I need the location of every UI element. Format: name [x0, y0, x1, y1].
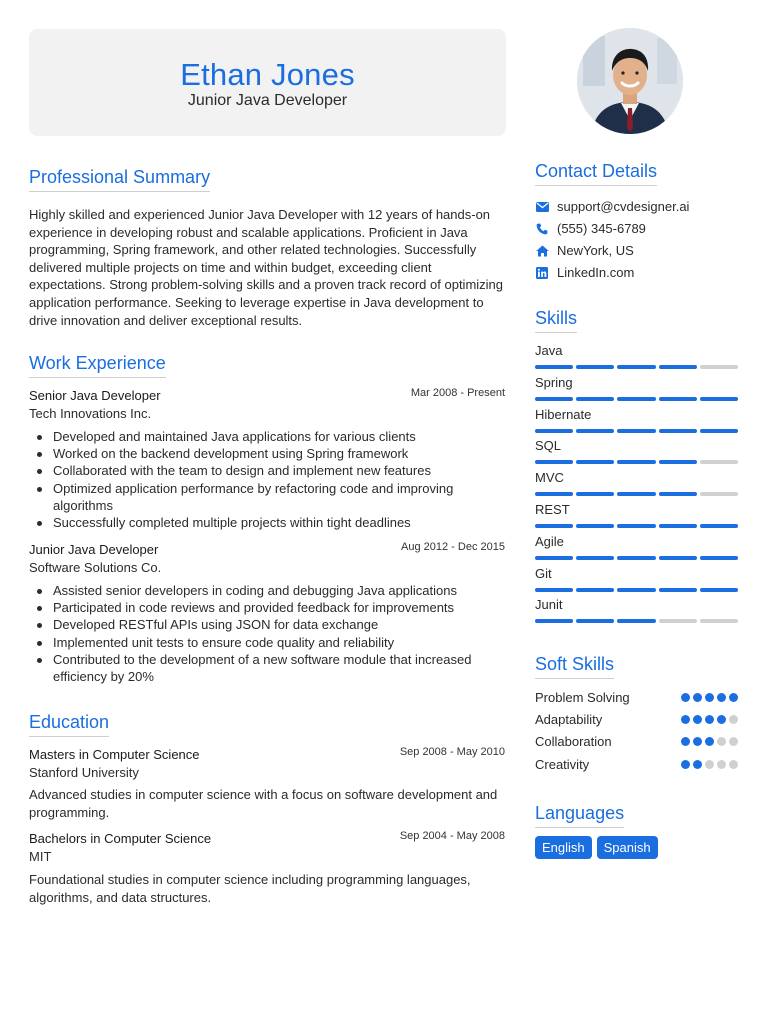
skill-level-segment — [700, 524, 738, 528]
list-item: Worked on the backend development using Spring framework — [53, 445, 503, 462]
rating-dot — [729, 693, 738, 702]
skill-level-segment — [659, 365, 697, 369]
list-item: Successfully completed multiple projects within tight deadlines — [53, 514, 503, 531]
rating-dot — [729, 715, 738, 724]
skill-level-bar — [535, 492, 738, 496]
list-item: Developed and maintained Java applications for various clients — [53, 428, 503, 445]
soft-skill-rating — [681, 715, 738, 724]
candidate-name: Ethan Jones — [180, 57, 355, 92]
skill-level-segment — [700, 588, 738, 592]
skill-level-segment — [576, 588, 614, 592]
rating-dot — [681, 715, 690, 724]
envelope-icon — [535, 200, 549, 214]
linkedin-icon — [535, 266, 549, 280]
skill-level-segment — [535, 588, 573, 592]
skill-name: Agile — [535, 533, 564, 549]
degree-date: Sep 2008 - May 2010 — [399, 746, 505, 758]
skill-name: MVC — [535, 470, 564, 486]
candidate-title: Junior Java Developer — [187, 92, 348, 109]
job-company: Software Solutions Co. — [29, 560, 162, 575]
rating-dot — [717, 737, 726, 746]
contact-email[interactable] — [535, 199, 689, 214]
skill-level-segment — [700, 429, 738, 433]
soft-skill-row — [535, 712, 738, 727]
skill-level-segment — [700, 619, 738, 623]
rating-dot — [729, 760, 738, 769]
skill-level-segment — [576, 397, 614, 401]
degree-title: Masters in Computer Science — [29, 747, 200, 762]
job-bullets — [53, 428, 503, 531]
skill-level-bar — [535, 619, 738, 623]
rating-dot — [705, 693, 714, 702]
home-icon — [535, 244, 549, 258]
soft-skills-heading: Soft Skills — [535, 654, 614, 679]
job-date: Mar 2008 - Present — [410, 387, 505, 399]
skill-level-segment — [617, 492, 655, 496]
summary-heading: Professional Summary — [29, 167, 210, 192]
soft-skill-row — [535, 690, 738, 705]
rating-dot — [717, 760, 726, 769]
rating-dot — [705, 760, 714, 769]
job-title: Junior Java Developer — [29, 542, 159, 557]
school-name: Stanford University — [29, 765, 139, 780]
work-heading: Work Experience — [29, 353, 166, 378]
skill-level-segment — [576, 429, 614, 433]
rating-dot — [705, 737, 714, 746]
soft-skill-name: Creativity — [535, 756, 590, 772]
profile-photo — [577, 28, 683, 134]
contact-location — [535, 243, 634, 258]
rating-dot — [681, 760, 690, 769]
list-item: Optimized application performance by refactoring code and improving algorithms — [53, 480, 503, 514]
skill-level-segment — [659, 619, 697, 623]
skill-name: Junit — [535, 597, 563, 613]
skill-level-segment — [617, 619, 655, 623]
list-item: Developed RESTful APIs using JSON for data exchange — [53, 616, 503, 633]
contact-email-text: support@cvdesigner.ai — [557, 199, 690, 214]
degree-description: Foundational studies in computer science including programming languages, algorithms, and data structures. — [29, 872, 471, 905]
phone-icon — [535, 222, 549, 236]
avatar-illustration — [577, 28, 683, 134]
skill-name: Spring — [535, 374, 573, 390]
skill-level-segment — [617, 365, 655, 369]
skill-level-bar — [535, 460, 738, 464]
skill-level-segment — [535, 556, 573, 560]
contact-phone-text: (555) 345-6789 — [557, 221, 646, 236]
rating-dot — [717, 715, 726, 724]
skill-level-bar — [535, 556, 738, 560]
languages-heading: Languages — [535, 803, 624, 828]
skill-level-segment — [576, 492, 614, 496]
list-item: Implemented unit tests to ensure code quality and reliability — [53, 634, 503, 651]
degree-date: Sep 2004 - May 2008 — [399, 830, 505, 842]
contact-location-text: NewYork, US — [557, 243, 634, 258]
soft-skill-rating — [681, 693, 738, 702]
skill-level-segment — [535, 429, 573, 433]
contact-phone[interactable] — [535, 221, 646, 236]
soft-skill-rating — [681, 760, 738, 769]
skill-level-segment — [535, 524, 573, 528]
soft-skill-name: Adaptability — [535, 712, 603, 728]
degree-title: Bachelors in Computer Science — [29, 831, 212, 846]
job-bullets — [53, 582, 503, 685]
skill-level-segment — [617, 397, 655, 401]
skill-level-segment — [700, 397, 738, 401]
skill-level-segment — [700, 365, 738, 369]
rating-dot — [693, 693, 702, 702]
contact-heading: Contact Details — [535, 161, 657, 186]
skill-level-segment — [700, 556, 738, 560]
contact-linkedin[interactable] — [535, 265, 634, 280]
rating-dot — [717, 693, 726, 702]
skill-name: Hibernate — [535, 406, 592, 422]
skill-level-segment — [576, 556, 614, 560]
skill-level-segment — [617, 429, 655, 433]
language-badges — [535, 836, 658, 859]
skill-level-segment — [535, 397, 573, 401]
rating-dot — [693, 737, 702, 746]
rating-dot — [705, 715, 714, 724]
skill-level-segment — [659, 429, 697, 433]
contact-linkedin-text: LinkedIn.com — [557, 265, 635, 280]
skill-level-bar — [535, 429, 738, 433]
skill-level-segment — [659, 556, 697, 560]
job-date: Aug 2012 - Dec 2015 — [401, 541, 505, 553]
skill-level-segment — [659, 397, 697, 401]
soft-skill-name: Problem Solving — [535, 690, 630, 705]
skill-level-segment — [700, 460, 738, 464]
header-box — [29, 29, 506, 136]
rating-dot — [681, 693, 690, 702]
soft-skill-rating — [681, 737, 738, 746]
skill-level-segment — [576, 619, 614, 623]
language-badge: Spanish — [597, 836, 658, 859]
list-item: Collaborated with the team to design and implement new features — [53, 462, 503, 479]
summary-text: Highly skilled and experienced Junior Java Developer with 12 years of hands-on experience in developing robust and scalable applications. Proficient in Java programming, Spring framework, and other related technologies. Successfully delivered multiple projects on time and within budget, exceeding client expectations. Strong problem-solving skills and a proven track record of optimizing application performance. Seeking to leverage expertise in Java development to drive innovation and deliver exceptional results. — [29, 207, 504, 328]
skill-level-bar — [535, 397, 738, 401]
skill-level-segment — [617, 556, 655, 560]
skill-name: Java — [535, 343, 563, 358]
skill-level-segment — [617, 460, 655, 464]
language-badge: English — [535, 836, 592, 859]
skill-level-segment — [700, 492, 738, 496]
skill-level-segment — [617, 588, 655, 592]
job-title: Senior Java Developer — [29, 388, 161, 403]
degree-description: Advanced studies in computer science with a focus on software development and programming. — [29, 787, 498, 820]
soft-skill-row — [535, 757, 738, 772]
skill-level-segment — [576, 524, 614, 528]
skill-level-segment — [576, 460, 614, 464]
skill-level-bar — [535, 524, 738, 528]
skill-level-segment — [576, 365, 614, 369]
skill-level-segment — [659, 524, 697, 528]
skill-level-segment — [535, 492, 573, 496]
skill-level-segment — [659, 460, 697, 464]
skill-level-bar — [535, 365, 738, 369]
rating-dot — [693, 760, 702, 769]
rating-dot — [729, 737, 738, 746]
education-heading: Education — [29, 712, 109, 737]
skill-level-segment — [535, 619, 573, 623]
job-company: Tech Innovations Inc. — [29, 406, 152, 421]
rating-dot — [693, 715, 702, 724]
list-item: Participated in code reviews and provided feedback for improvements — [53, 599, 503, 616]
skill-name: REST — [535, 502, 570, 517]
skill-level-segment — [535, 365, 573, 369]
skill-name: SQL — [535, 438, 562, 454]
skill-level-segment — [617, 524, 655, 528]
rating-dot — [681, 737, 690, 746]
school-name: MIT — [29, 849, 52, 864]
list-item: Contributed to the development of a new software module that increased efficiency by 20% — [53, 651, 503, 685]
soft-skill-row — [535, 734, 738, 749]
skill-level-segment — [659, 588, 697, 592]
soft-skill-name: Collaboration — [535, 734, 612, 750]
skill-level-bar — [535, 588, 738, 592]
skill-level-segment — [535, 460, 573, 464]
skill-level-segment — [659, 492, 697, 496]
skill-name: Git — [535, 565, 552, 581]
skills-heading: Skills — [535, 308, 577, 333]
list-item: Assisted senior developers in coding and debugging Java applications — [53, 582, 503, 599]
